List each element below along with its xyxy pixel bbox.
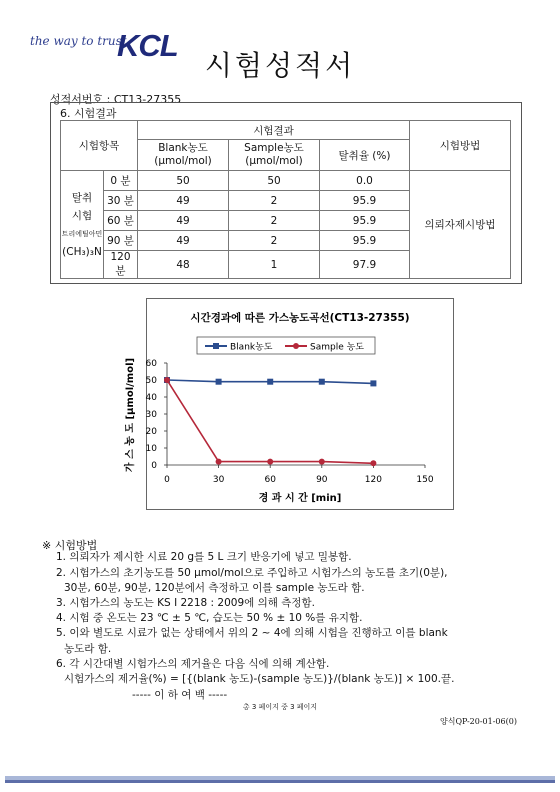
col-header-sample-unit: (μmol/mol) [245,155,303,167]
footer-stripe-dark [5,780,555,783]
x-tick-label: 120 [364,475,382,485]
section-heading: 6. 시험결과 [60,107,117,120]
method-line: 농도라 함. [64,643,112,655]
data-point-0 [370,380,376,386]
data-point-1 [370,460,376,466]
row-blank: 49 [138,231,229,251]
row-removal: 95.9 [320,191,410,211]
col-header-item: 시험항목 [61,121,138,171]
x-tick-label: 60 [264,475,276,485]
chart-box [125,298,454,510]
y-tick-label: 0 [151,461,157,471]
y-tick-label: 30 [145,410,157,420]
row-removal: 97.9 [320,251,410,279]
y-tick-label: 40 [145,393,157,403]
row-time: 90 분 [104,231,138,251]
col-header-method: 시험방법 [410,121,511,171]
method-line: 3. 시험가스의 농도는 KS I 2218 : 2009에 의해 측정함. [56,597,316,609]
legend-marker-0 [213,343,219,349]
data-point-0 [319,379,325,385]
row-sample: 1 [229,251,320,279]
col-header-result: 시험결과 [138,121,410,140]
y-tick-label: 20 [145,427,157,437]
logo-tagline: the way to trust [30,34,127,48]
item-line-1: 탈취 [71,191,93,204]
data-point-0 [216,379,222,385]
col-header-removal: 탈취율 (%) [320,140,410,171]
x-tick-label: 0 [164,475,170,485]
row-removal: 0.0 [320,171,410,191]
table-row [61,171,511,191]
data-point-1 [216,459,222,465]
series-line-1 [167,380,373,463]
method-line: 4. 시험 중 온도는 23 ℃ ± 5 ℃, 습도는 50 % ± 10 %를 유지함. [56,612,363,624]
item-line-2: 시험 [71,209,93,222]
col-header-sample [229,140,320,171]
item-substance: 트리에틸아민 [61,229,103,238]
col-header-sample-label: Sample농도 [244,142,304,154]
document-title: 시험성적서 [204,49,356,82]
legend-label-1: Sample 농도 [310,342,364,353]
row-blank: 50 [138,171,229,191]
data-point-1 [319,459,325,465]
x-tick-label: 30 [212,475,225,485]
row-time: 30 분 [104,191,138,211]
col-header-blank-unit: (μmol/mol) [154,155,212,167]
method-title: ※ 시험방법 [42,539,98,552]
row-sample: 2 [229,231,320,251]
y-tick-label: 50 [145,376,157,386]
legend-label-0: Blank농도 [230,342,273,353]
method-line: 2. 시험가스의 초기농도를 50 μmol/mol으로 주입하고 시험가스의 농도를 초기(0분), [56,567,448,579]
row-blank: 48 [138,251,229,279]
row-blank: 49 [138,211,229,231]
method-line: ----- 이 하 여 백 ----- [132,689,228,701]
y-tick-label: 60 [145,359,157,369]
form-code: 양식QP-20-01-06(0) [440,717,517,726]
method-cell: 의뢰자제시방법 [410,171,511,279]
report-number-label: 성적서번호 : [50,93,111,106]
x-tick-label: 150 [416,475,434,485]
row-removal: 95.9 [320,231,410,251]
kcl-logo: KCL [117,28,178,63]
item-formula: (CH₃)₃N [62,245,102,258]
y-tick-label: 10 [145,444,157,454]
col-header-blank [138,140,229,171]
row-time: 120 분 [104,251,138,279]
row-time: 60 분 [104,211,138,231]
data-point-1 [164,377,170,383]
method-line: 6. 각 시간대별 시험가스의 제거율은 다음 식에 의해 계산함. [56,658,330,670]
col-header-blank-label: Blank농도 [158,142,208,154]
page-counter: 총 3 페이지 중 3 페이지 [242,703,318,711]
data-point-0 [267,379,273,385]
row-sample: 50 [229,171,320,191]
chart-title: 시간경과에 따른 가스농도곡선(CT13-27355) [190,312,410,324]
concentration-chart [125,299,453,509]
method-line: 1. 의뢰자가 제시한 시료 20 g를 5 L 크기 반응기에 넣고 밀봉함. [56,551,352,563]
row-sample: 2 [229,211,320,231]
report-number-value: CT13-27355 [113,93,182,106]
method-line: 5. 이와 별도로 시료가 없는 상태에서 위의 2 ~ 4에 의해 시험을 진행하고 이를 blank [56,627,448,639]
row-removal: 95.9 [320,211,410,231]
x-axis-title: 경 과 시 간 [min] [258,493,342,504]
x-tick-label: 90 [316,475,328,485]
results-table [60,120,511,279]
row-time: 0 분 [104,171,138,191]
method-line: 시험가스의 제거율(%) = [{(blank 농도)-(sample 농도)}/(blank 농도)] × 100.끝. [64,673,455,685]
legend-marker-1 [293,343,299,349]
data-point-1 [267,459,273,465]
method-line: 30분, 60분, 90분, 120분에서 측정하고 이를 sample 농도라 함. [64,582,365,594]
item-cell [61,171,104,279]
row-blank: 49 [138,191,229,211]
row-sample: 2 [229,191,320,211]
y-axis-title: 가 스 농 도 [μmol/mol] [125,357,136,473]
